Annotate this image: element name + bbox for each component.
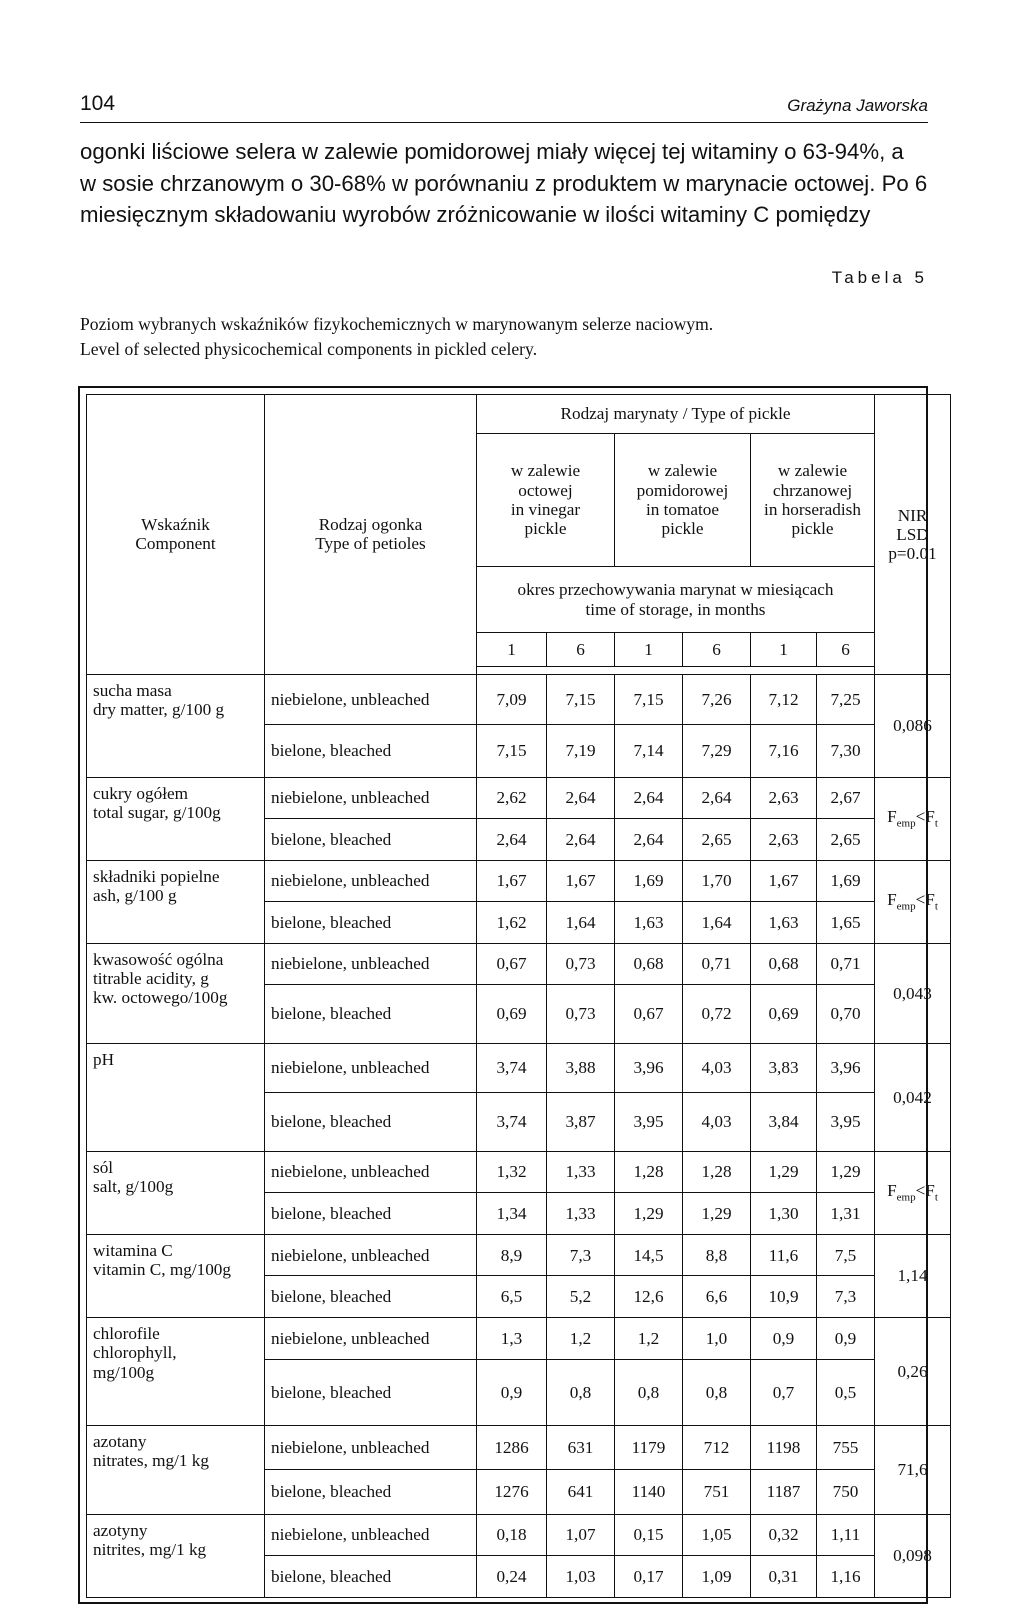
value-cell: 1,11 — [817, 1514, 875, 1556]
value-cell: 1198 — [751, 1426, 817, 1470]
petiole-type-cell: bielone, bleached — [265, 902, 477, 944]
petiole-type-cell: niebielone, unbleached — [265, 1151, 477, 1193]
nir-cell: 0,043 — [875, 943, 951, 1043]
value-cell: 1187 — [751, 1470, 817, 1514]
value-cell: 2,64 — [477, 819, 547, 861]
body-line: w sosie chrzanowym o 30-68% w porównaniu z produktem w marynacie octowej. Po 6 — [80, 170, 928, 196]
petiole-type-cell: bielone, bleached — [265, 1193, 477, 1235]
value-cell: 14,5 — [615, 1234, 683, 1276]
value-cell: 750 — [817, 1470, 875, 1514]
value-cell: 3,95 — [817, 1093, 875, 1151]
value-cell: 1,69 — [615, 860, 683, 902]
petiole-type-cell: bielone, bleached — [265, 1359, 477, 1426]
value-cell: 3,95 — [615, 1093, 683, 1151]
value-cell: 1,29 — [751, 1151, 817, 1193]
value-cell: 7,16 — [751, 724, 817, 777]
petiole-type-cell: bielone, bleached — [265, 1470, 477, 1514]
value-cell: 1,03 — [547, 1556, 615, 1598]
component-cell: kwasowość ogólna titrable acidity, g kw. octowego/100g — [87, 943, 265, 1043]
value-cell: 0,24 — [477, 1556, 547, 1598]
petiole-type-cell: bielone, bleached — [265, 819, 477, 861]
component-cell: cukry ogółem total sugar, g/100g — [87, 777, 265, 860]
value-cell: 2,64 — [615, 777, 683, 819]
petiole-type-cell: bielone, bleached — [265, 985, 477, 1043]
value-cell: 12,6 — [615, 1276, 683, 1318]
petiole-type-cell: niebielone, unbleached — [265, 1426, 477, 1470]
table-row — [87, 1514, 951, 1556]
value-cell: 0,68 — [751, 943, 817, 985]
petiole-type-cell: bielone, bleached — [265, 1093, 477, 1151]
component-cell: sól salt, g/100g — [87, 1151, 265, 1234]
value-cell: 8,8 — [683, 1234, 751, 1276]
header-storage-time: okres przechowywania marynat w miesiącach time of storage, in months — [477, 566, 875, 633]
value-cell: 7,15 — [547, 674, 615, 724]
data-table — [86, 394, 951, 1598]
value-cell: 1,07 — [547, 1514, 615, 1556]
header-tomato-pickle: w zalewie pomidorowej in tomatoe pickle — [615, 433, 751, 566]
caption-polish: Poziom wybranych wskaźników fizykochemicznych w marynowanym selerze naciowym. — [80, 314, 714, 334]
value-cell: 2,64 — [683, 777, 751, 819]
header-petiole-type: Rodzaj ogonka Type of petioles — [265, 395, 477, 675]
value-cell: 2,64 — [547, 819, 615, 861]
value-cell: 1,64 — [547, 902, 615, 944]
value-cell: 4,03 — [683, 1043, 751, 1093]
value-cell: 1,67 — [477, 860, 547, 902]
nir-cell: 0,098 — [875, 1514, 951, 1597]
header-pickle-type: Rodzaj marynaty / Type of pickle — [477, 395, 875, 434]
value-cell: 2,67 — [817, 777, 875, 819]
petiole-type-cell: niebielone, unbleached — [265, 1514, 477, 1556]
header-nir-lsd: NIR LSD p=0.01 — [875, 395, 951, 675]
header-vinegar-pickle: w zalewie octowej in vinegar pickle — [477, 433, 615, 566]
value-cell: 5,2 — [547, 1276, 615, 1318]
value-cell: 0,68 — [615, 943, 683, 985]
value-cell: 1,67 — [751, 860, 817, 902]
body-line: ogonki liściowe selera w zalewie pomidorowej miały więcej tej witaminy o 63-94%, a — [80, 139, 904, 164]
table-row — [87, 943, 951, 985]
value-cell: 712 — [683, 1426, 751, 1470]
value-cell: 1,32 — [477, 1151, 547, 1193]
nir-cell: $F_{emp}<F_t$ — [875, 1151, 951, 1234]
value-cell: 3,87 — [547, 1093, 615, 1151]
petiole-type-cell: bielone, bleached — [265, 1276, 477, 1318]
value-cell: 0,9 — [477, 1359, 547, 1426]
value-cell: 7,26 — [683, 674, 751, 724]
value-cell: 631 — [547, 1426, 615, 1470]
component-cell: witamina C vitamin C, mg/100g — [87, 1234, 265, 1317]
value-cell: 0,71 — [817, 943, 875, 985]
petiole-type-cell: niebielone, unbleached — [265, 674, 477, 724]
value-cell: 1,63 — [615, 902, 683, 944]
value-cell: 1286 — [477, 1426, 547, 1470]
value-cell: 0,67 — [615, 985, 683, 1043]
page-number: 104 — [80, 92, 116, 115]
value-cell: 1,64 — [683, 902, 751, 944]
value-cell: 1,30 — [751, 1193, 817, 1235]
value-cell: 0,71 — [683, 943, 751, 985]
value-cell: 11,6 — [751, 1234, 817, 1276]
value-cell: 1,33 — [547, 1151, 615, 1193]
value-cell: 6,5 — [477, 1276, 547, 1318]
table-row — [87, 1151, 951, 1193]
table-frame — [78, 386, 938, 1604]
value-cell: 1,33 — [547, 1193, 615, 1235]
value-cell: 1,28 — [615, 1151, 683, 1193]
table-row — [87, 860, 951, 902]
month-cell: 6 — [547, 633, 615, 666]
value-cell: 3,84 — [751, 1093, 817, 1151]
value-cell: 1,05 — [683, 1514, 751, 1556]
value-cell: 2,65 — [817, 819, 875, 861]
value-cell: 1,29 — [817, 1151, 875, 1193]
petiole-type-cell: niebielone, unbleached — [265, 860, 477, 902]
value-cell: 1140 — [615, 1470, 683, 1514]
value-cell: 1,62 — [477, 902, 547, 944]
component-cell: sucha masa dry matter, g/100 g — [87, 674, 265, 777]
table-row — [87, 674, 951, 724]
month-cell: 6 — [683, 633, 751, 666]
value-cell: 0,73 — [547, 943, 615, 985]
value-cell: 0,17 — [615, 1556, 683, 1598]
value-cell: 1179 — [615, 1426, 683, 1470]
value-cell: 4,03 — [683, 1093, 751, 1151]
value-cell: 0,67 — [477, 943, 547, 985]
component-cell: chlorofile chlorophyll, mg/100g — [87, 1318, 265, 1426]
body-paragraph — [80, 136, 928, 231]
value-cell: 0,70 — [817, 985, 875, 1043]
month-cell: 1 — [615, 633, 683, 666]
value-cell: 0,73 — [547, 985, 615, 1043]
value-cell: 1,70 — [683, 860, 751, 902]
value-cell: 0,7 — [751, 1359, 817, 1426]
value-cell: 7,5 — [817, 1234, 875, 1276]
petiole-type-cell: bielone, bleached — [265, 724, 477, 777]
petiole-type-cell: bielone, bleached — [265, 1556, 477, 1598]
running-author: Grażyna Jaworska — [787, 96, 928, 115]
value-cell: 2,65 — [683, 819, 751, 861]
petiole-type-cell: niebielone, unbleached — [265, 943, 477, 985]
value-cell: 1,2 — [615, 1318, 683, 1360]
value-cell: 7,14 — [615, 724, 683, 777]
value-cell: 7,30 — [817, 724, 875, 777]
value-cell: 3,74 — [477, 1043, 547, 1093]
value-cell: 7,15 — [477, 724, 547, 777]
value-cell: 1,09 — [683, 1556, 751, 1598]
petiole-type-cell: niebielone, unbleached — [265, 777, 477, 819]
value-cell: 3,96 — [817, 1043, 875, 1093]
value-cell: 7,29 — [683, 724, 751, 777]
nir-cell: $F_{emp}<F_t$ — [875, 777, 951, 860]
value-cell: 7,12 — [751, 674, 817, 724]
value-cell: 0,72 — [683, 985, 751, 1043]
nir-cell: 71,6 — [875, 1426, 951, 1515]
table-row — [87, 1426, 951, 1470]
table-row — [87, 1234, 951, 1276]
component-cell: azotany nitrates, mg/1 kg — [87, 1426, 265, 1515]
value-cell: 1,29 — [683, 1193, 751, 1235]
value-cell: 1,31 — [817, 1193, 875, 1235]
value-cell: 1,3 — [477, 1318, 547, 1360]
value-cell: 0,69 — [751, 985, 817, 1043]
value-cell: 6,6 — [683, 1276, 751, 1318]
value-cell: 1,29 — [615, 1193, 683, 1235]
page-header — [80, 92, 928, 123]
value-cell: 2,63 — [751, 819, 817, 861]
value-cell: 0,31 — [751, 1556, 817, 1598]
value-cell: 10,9 — [751, 1276, 817, 1318]
petiole-type-cell: niebielone, unbleached — [265, 1043, 477, 1093]
value-cell: 0,18 — [477, 1514, 547, 1556]
caption-english: Level of selected physicochemical components in pickled celery. — [80, 339, 538, 359]
value-cell: 755 — [817, 1426, 875, 1470]
value-cell: 0,5 — [817, 1359, 875, 1426]
value-cell: 0,8 — [547, 1359, 615, 1426]
component-cell: pH — [87, 1043, 265, 1151]
value-cell: 1276 — [477, 1470, 547, 1514]
value-cell: 2,62 — [477, 777, 547, 819]
petiole-type-cell: niebielone, unbleached — [265, 1318, 477, 1360]
value-cell: 2,64 — [547, 777, 615, 819]
component-cell: składniki popielne ash, g/100 g — [87, 860, 265, 943]
value-cell: 3,74 — [477, 1093, 547, 1151]
value-cell: 1,65 — [817, 902, 875, 944]
value-cell: 1,63 — [751, 902, 817, 944]
value-cell: 0,69 — [477, 985, 547, 1043]
value-cell: 7,3 — [817, 1276, 875, 1318]
value-cell: 1,0 — [683, 1318, 751, 1360]
value-cell: 7,09 — [477, 674, 547, 724]
nir-cell: 0,26 — [875, 1318, 951, 1426]
value-cell: 1,34 — [477, 1193, 547, 1235]
value-cell: 7,19 — [547, 724, 615, 777]
value-cell: 2,63 — [751, 777, 817, 819]
value-cell: 1,2 — [547, 1318, 615, 1360]
body-line: miesięcznym składowaniu wyrobów zróżnicowanie w ilości witaminy C pomiędzy — [80, 202, 871, 227]
month-cell: 1 — [751, 633, 817, 666]
value-cell: 0,32 — [751, 1514, 817, 1556]
value-cell: 751 — [683, 1470, 751, 1514]
value-cell: 3,83 — [751, 1043, 817, 1093]
value-cell: 641 — [547, 1470, 615, 1514]
value-cell: 0,15 — [615, 1514, 683, 1556]
value-cell: 0,9 — [817, 1318, 875, 1360]
value-cell: 8,9 — [477, 1234, 547, 1276]
table-label: Tabela 5 — [831, 268, 928, 287]
nir-cell: $F_{emp}<F_t$ — [875, 860, 951, 943]
value-cell: 0,8 — [683, 1359, 751, 1426]
value-cell: 0,8 — [615, 1359, 683, 1426]
value-cell: 7,15 — [615, 674, 683, 724]
header-horseradish-pickle: w zalewie chrzanowej in horseradish pickle — [751, 433, 875, 566]
month-cell: 6 — [817, 633, 875, 666]
month-cell: 1 — [477, 633, 547, 666]
value-cell: 1,16 — [817, 1556, 875, 1598]
value-cell: 1,69 — [817, 860, 875, 902]
component-cell: azotyny nitrites, mg/1 kg — [87, 1514, 265, 1597]
value-cell: 1,28 — [683, 1151, 751, 1193]
table-row — [87, 777, 951, 819]
nir-cell: 0,086 — [875, 674, 951, 777]
value-cell: 2,64 — [615, 819, 683, 861]
nir-cell: 1,14 — [875, 1234, 951, 1317]
value-cell: 1,67 — [547, 860, 615, 902]
petiole-type-cell: niebielone, unbleached — [265, 1234, 477, 1276]
nir-cell: 0,042 — [875, 1043, 951, 1151]
header-component: Wskaźnik Component — [87, 395, 265, 675]
table-row — [87, 1043, 951, 1093]
table-caption — [80, 312, 713, 362]
value-cell: 3,88 — [547, 1043, 615, 1093]
value-cell: 3,96 — [615, 1043, 683, 1093]
table-row — [87, 1318, 951, 1360]
value-cell: 7,3 — [547, 1234, 615, 1276]
value-cell: 0,9 — [751, 1318, 817, 1360]
value-cell: 7,25 — [817, 674, 875, 724]
